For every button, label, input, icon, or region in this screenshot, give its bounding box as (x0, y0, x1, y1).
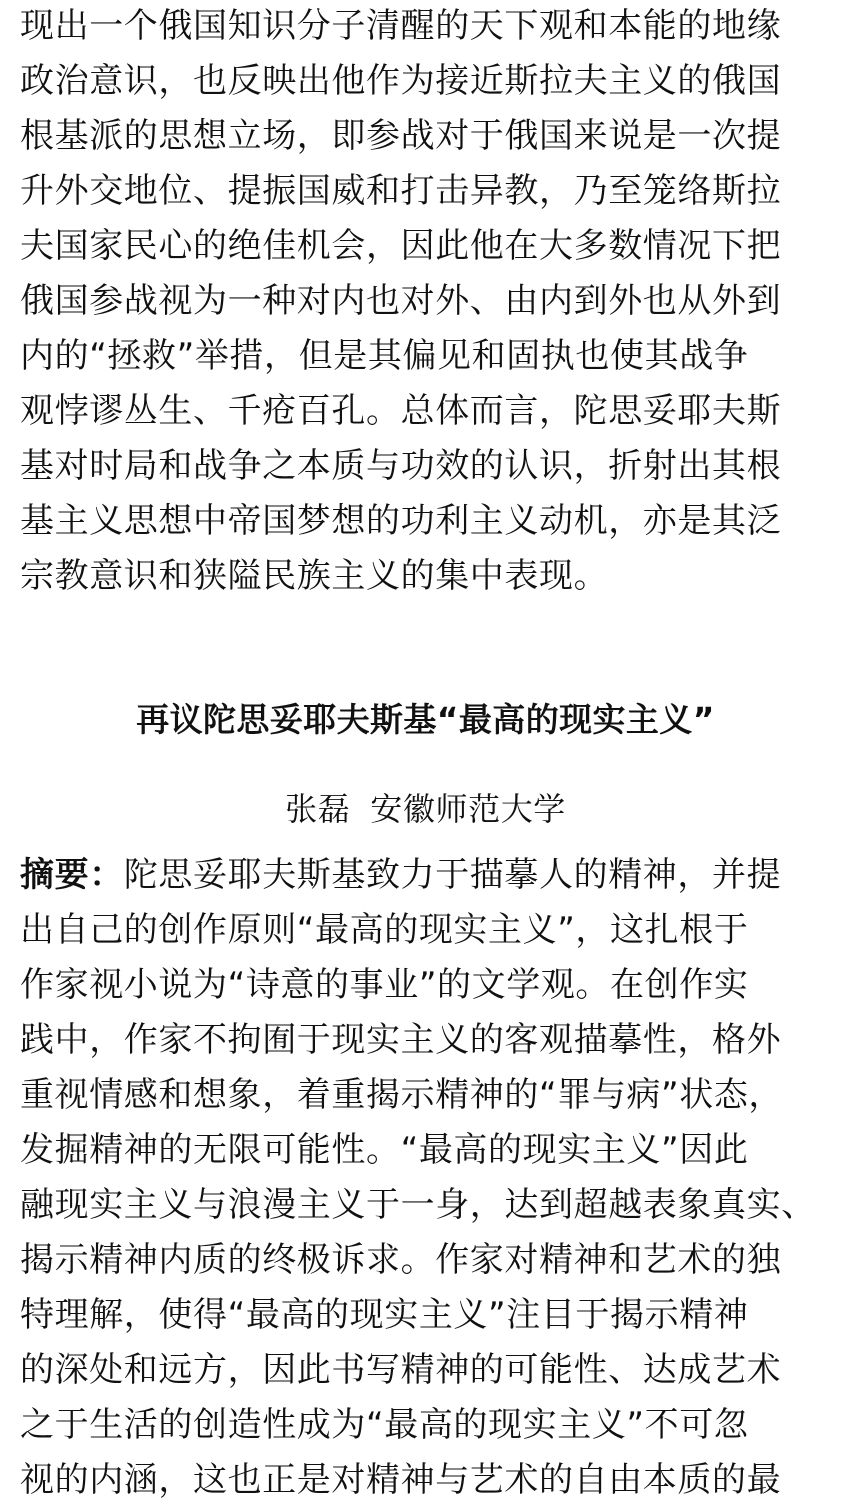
paragraph-line: 基对时局和战争之本质与功效的认识，折射出其根 (20, 446, 782, 486)
abstract-line: 特理解，使得“最高的现实主义”注目于揭示精神 (20, 1295, 749, 1335)
abstract-line: 重视情感和想象，着重揭示精神的“罪与病”状态， (20, 1075, 784, 1115)
paragraph-line: 基主义思想中帝国梦想的功利主义动机，亦是其泛 (20, 501, 782, 541)
author-name: 张磊 (285, 790, 351, 828)
paragraph-line: 政治意识，也反映出他作为接近斯拉夫主义的俄国 (20, 61, 782, 101)
author-line (0, 789, 851, 829)
paragraph-line: 俄国参战视为一种对内也对外、由内到外也从外到 (20, 281, 782, 321)
paragraph-line: 根基派的思想立场，即参战对于俄国来说是一次提 (20, 116, 782, 156)
paragraph-line: 内的“拯救”举措，但是其偏见和固执也使其战争 (20, 336, 749, 376)
abstract-line: 之于生活的创造性成为“最高的现实主义”不可忽 (20, 1405, 749, 1445)
abstract-line: 揭示精神内质的终极诉求。作家对精神和艺术的独 (20, 1240, 782, 1280)
paragraph-line: 夫国家民心的绝佳机会，因此他在大多数情况下把 (20, 226, 782, 266)
abstract-line: 融现实主义与浪漫主义于一身，达到超越表象真实、 (20, 1185, 816, 1225)
abstract-label: 摘要： (20, 855, 124, 895)
paragraph-line: 现出一个俄国知识分子清醒的天下观和本能的地缘 (20, 6, 782, 46)
article-title: 再议陀思妥耶夫斯基“最高的现实主义” (136, 700, 715, 739)
abstract-line: 践中，作家不拘囿于现实主义的客观描摹性，格外 (20, 1020, 782, 1060)
abstract-first-line (20, 855, 835, 895)
paragraph-line: 宗教意识和狭隘民族主义的集中表现。 (20, 556, 609, 596)
abstract-text: 陀思妥耶夫斯基致力于描摹人的精神，并提 (123, 855, 782, 895)
abstract-line: 视的内涵，这也正是对精神与艺术的自由本质的最 (20, 1460, 782, 1500)
author-affiliation: 安徽师范大学 (370, 790, 566, 828)
paragraph-line: 升外交地位、提振国威和打击异教，乃至笼络斯拉 (20, 171, 782, 211)
abstract-line: 作家视小说为“诗意的事业”的文学观。在创作实 (20, 965, 749, 1005)
abstract-line: 出自己的创作原则“最高的现实主义”，这扎根于 (20, 910, 749, 950)
paragraph-line: 观悖谬丛生、千疮百孔。总体而言，陀思妥耶夫斯 (20, 391, 782, 431)
abstract-line: 发掘精神的无限可能性。“最高的现实主义”因此 (20, 1130, 749, 1170)
abstract-line: 的深处和远方，因此书写精神的可能性、达成艺术 (20, 1350, 782, 1390)
